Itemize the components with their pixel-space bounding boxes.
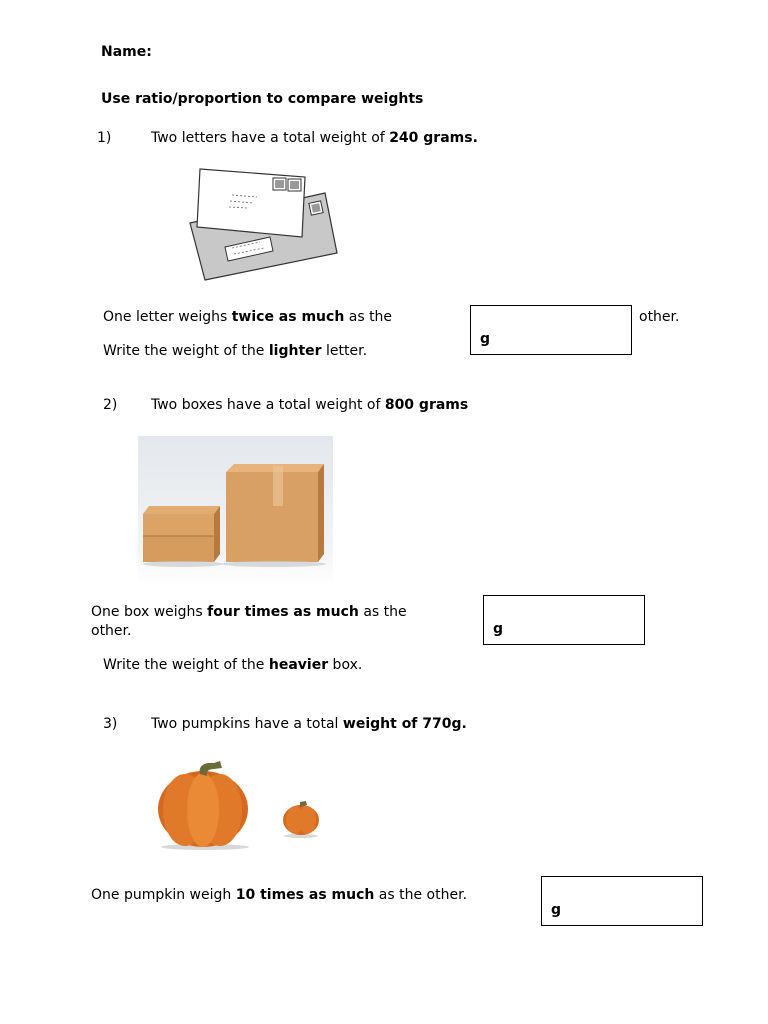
question-2-ratio-text: One box weighs four times as much as the — [91, 604, 407, 620]
question-number-3: 3) — [103, 716, 118, 732]
answer-box-2[interactable] — [483, 595, 645, 645]
name-label: Name: — [101, 44, 152, 60]
question-1-ratio-text: One letter weighs twice as much as the — [103, 309, 393, 325]
pumpkins-photo — [150, 752, 340, 857]
question-number-2: 2) — [103, 397, 118, 413]
question-prompt-2: Two boxes have a total weight of 800 grams — [151, 397, 469, 413]
answer-box-1[interactable] — [470, 305, 632, 355]
question-2-instruction: Write the weight of the heavier box. — [103, 657, 363, 673]
question-prompt-1: Two letters have a total weight of 240 grams. — [151, 130, 478, 146]
answer-box-3[interactable] — [541, 876, 703, 926]
instruction-heading: Use ratio/proportion to compare weights — [101, 91, 424, 107]
question-1-ratio-tail: other. — [639, 309, 680, 325]
question-3-ratio-text: One pumpkin weigh 10 times as much as the other. — [91, 887, 468, 903]
question-prompt-3: Two pumpkins have a total weight of 770g. — [151, 716, 467, 732]
cardboard-boxes-photo — [138, 436, 333, 586]
answer-unit-1: g — [480, 331, 491, 347]
question-1-instruction: Write the weight of the lighter letter. — [103, 343, 368, 359]
question-number-1: 1) — [97, 130, 112, 146]
question-2-ratio-tail: other. — [91, 623, 132, 639]
envelopes-illustration — [185, 165, 345, 285]
answer-unit-2: g — [493, 621, 504, 637]
answer-unit-3: g — [551, 902, 562, 918]
